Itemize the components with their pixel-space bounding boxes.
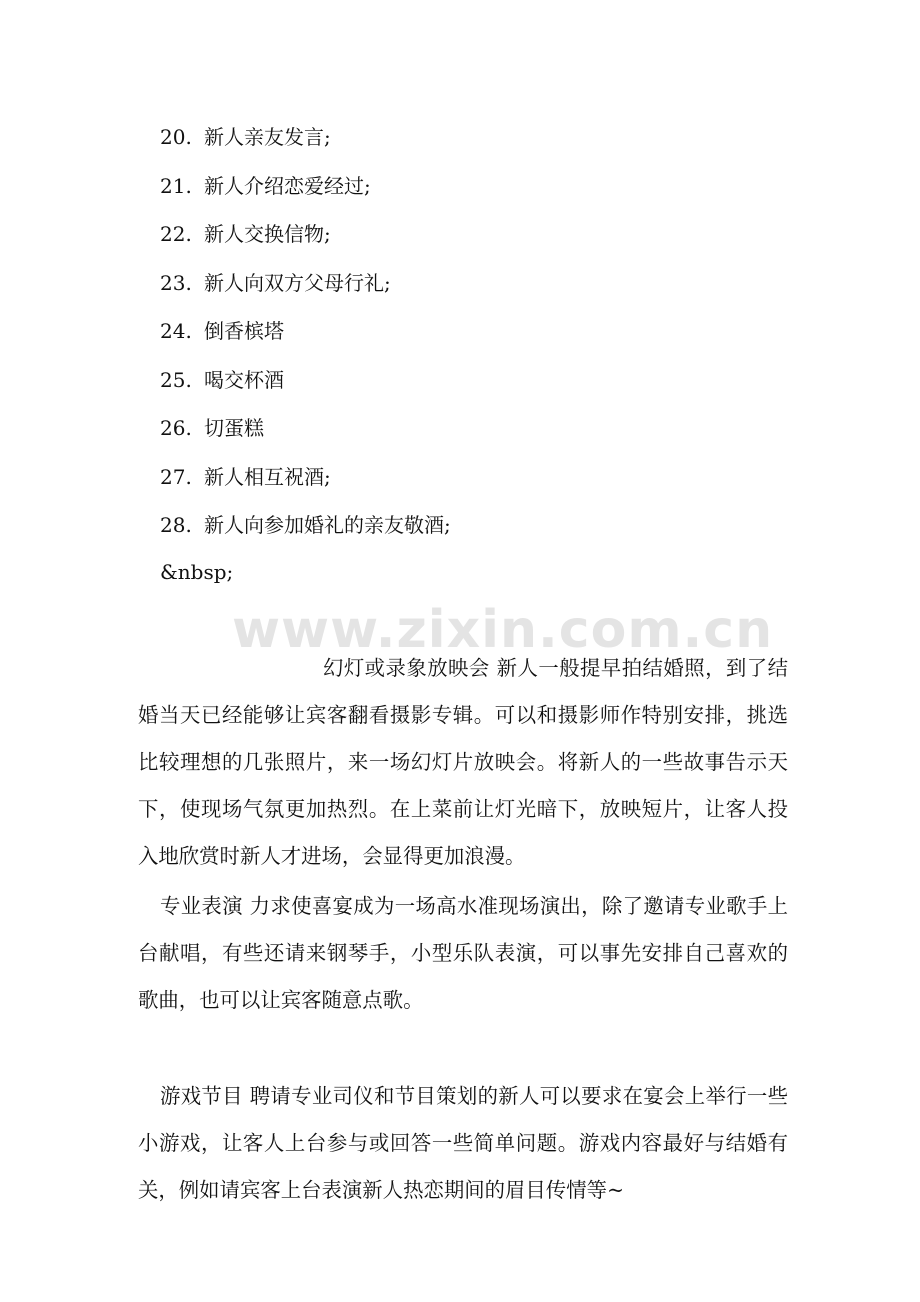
list-item (160, 115, 451, 164)
list-item (160, 261, 451, 310)
program-list (160, 115, 451, 552)
list-item-text: 新人向双方父母行礼; (204, 270, 391, 295)
paragraph-text: 游戏节目 聘请专业司仪和节目策划的新人可以要求在宴会上举行一些小游戏，让客人上台参与或回答一些简单问题。游戏内容最好与结婚有关，例如请宾客上台表演新人热恋期间的眉目传情等~ (138, 1084, 788, 1202)
watermark-text: www.zixin.com.cn (232, 600, 774, 660)
list-item (160, 164, 451, 213)
paragraph-performance (138, 883, 788, 1024)
list-item-text: 新人向参加婚礼的亲友敬酒; (204, 513, 451, 537)
list-item (160, 455, 451, 504)
list-item (160, 503, 451, 552)
list-item-number: 27. (160, 464, 192, 489)
list-item-number: 28. (160, 513, 192, 537)
list-item (160, 309, 451, 358)
list-item-text: 新人交换信物; (204, 222, 331, 246)
paragraph-text: 专业表演 力求使喜宴成为一场高水准现场演出，除了邀请专业歌手上台献唱，有些还请来钢琴手，小型乐队表演，可以事先安排自己喜欢的歌曲，也可以让宾客随意点歌。 (138, 894, 788, 1012)
list-item (160, 406, 451, 455)
list-item-number: 20. (160, 125, 192, 149)
list-item-text: 新人相互祝酒; (204, 464, 331, 489)
list-item-number: 23. (160, 270, 192, 295)
list-item-number: 25. (160, 367, 192, 392)
paragraph-text: 幻灯或录象放映会 新人一般提早拍结婚照，到了结婚当天已经能够让宾客翻看摄影专辑。可以和摄影师作特别安排，挑选比较理想的几张照片，来一场幻灯片放映会。将新人的一些故事告示天下，使现场气氛更加热烈。在上菜前让灯光暗下，放映短片，让客人投入地欣赏时新人才进场，会显得更加浪漫。 (138, 656, 788, 868)
list-item-text: 切蛋糕 (204, 416, 264, 440)
list-item-number: 22. (160, 222, 192, 246)
list-item-number: 21. (160, 173, 192, 198)
list-item-text: 喝交杯酒 (204, 367, 284, 392)
paragraph-slideshow (138, 645, 788, 880)
list-item-text: 新人亲友发言; (204, 125, 331, 149)
list-item-number: 24. (160, 319, 192, 343)
list-item (160, 212, 451, 261)
paragraph-games (138, 1073, 788, 1214)
list-item-number: 26. (160, 416, 192, 440)
list-item-text: 新人介绍恋爱经过; (204, 173, 371, 198)
list-item-text: 倒香槟塔 (204, 319, 284, 343)
list-item (160, 358, 451, 407)
nbsp-literal-text: &nbsp; (160, 560, 234, 584)
